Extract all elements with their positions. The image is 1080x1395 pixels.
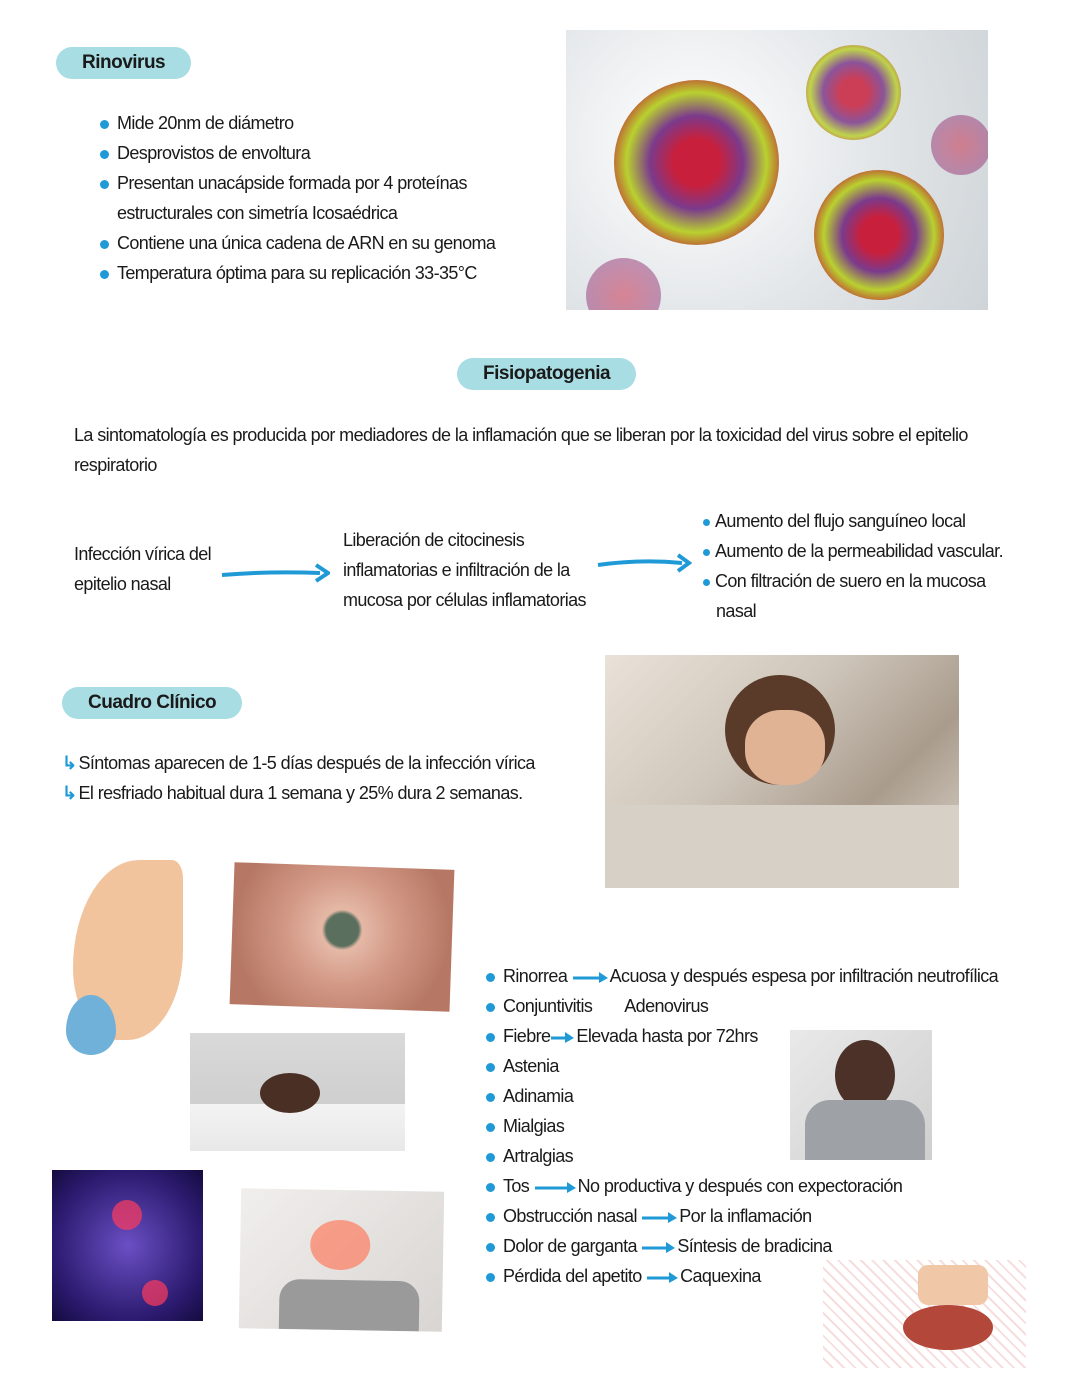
bullet-icon xyxy=(703,579,710,586)
bullet-icon xyxy=(486,1243,495,1252)
cuadro-clinico-heading: Cuadro Clínico xyxy=(62,687,242,719)
rinovirus-heading: Rinovirus xyxy=(56,47,191,79)
list-item: Mide 20nm de diámetro xyxy=(100,108,495,138)
bullet-icon xyxy=(486,1273,495,1282)
symptom-item: Adinamia xyxy=(486,1081,998,1111)
symptom-item: Artralgias xyxy=(486,1141,998,1171)
bullet-icon xyxy=(486,1093,495,1102)
symptom-item: Tos No productiva y después con expectoración xyxy=(486,1171,998,1201)
list-item: Contiene una única cadena de ARN en su genoma xyxy=(100,228,495,258)
joint-pain-image xyxy=(52,1170,203,1321)
arrow-icon xyxy=(641,1240,677,1254)
virus-image xyxy=(566,30,988,310)
note-item: ↳ Síntomas aparecen de 1-5 días después de la infección vírica xyxy=(62,753,535,773)
symptom-item: Mialgias xyxy=(486,1111,998,1141)
note-item: ↳ El resfriado habitual dura 1 semana y 25% dura 2 semanas. xyxy=(62,783,523,803)
list-item: Desprovistos de envoltura xyxy=(100,138,495,168)
bullet-icon xyxy=(100,270,109,279)
return-arrow-icon: ↳ xyxy=(62,783,77,803)
arrow-icon xyxy=(550,1030,576,1044)
nose-illustration xyxy=(58,845,188,1075)
red-eye-image xyxy=(230,862,455,1012)
arrow-icon xyxy=(641,1210,679,1224)
bullet-icon xyxy=(486,1033,495,1042)
arrow-icon xyxy=(220,562,330,584)
list-item: nasal xyxy=(716,601,757,621)
symptom-item: Rinorrea Acuosa y después espesa por infiltración neutrofílica xyxy=(486,961,998,991)
tired-woman-image xyxy=(190,1033,405,1151)
bullet-icon xyxy=(486,1153,495,1162)
bullet-icon xyxy=(486,1123,495,1132)
bullet-icon xyxy=(100,150,109,159)
bullet-icon xyxy=(486,973,495,982)
bullet-icon xyxy=(486,1213,495,1222)
list-item: Presentan unacápside formada por 4 proteínas xyxy=(100,168,495,198)
bullet-icon xyxy=(486,1003,495,1012)
rinovirus-list xyxy=(100,108,495,288)
symptom-item: Pérdida del apetito Caquexina xyxy=(486,1261,998,1291)
fisiopatogenia-intro: La sintomatología es producida por mediadores de la inflamación que se liberan por la toxicidad del virus sobre el epitelio respiratorio xyxy=(74,425,968,475)
symptom-item: Fiebre Elevada hasta por 72hrs xyxy=(486,1021,998,1051)
flow-effects xyxy=(703,506,1003,626)
arrow-icon xyxy=(572,970,610,984)
list-item: Aumento del flujo sanguíneo local xyxy=(703,506,1003,536)
arrow-icon xyxy=(596,552,692,574)
fisiopatogenia-heading: Fisiopatogenia xyxy=(457,358,636,390)
bullet-icon xyxy=(100,180,109,189)
bullet-icon xyxy=(703,549,710,556)
symptoms-list xyxy=(486,961,998,1291)
bullet-icon xyxy=(703,519,710,526)
flow-step-1: Infección vírica del epitelio nasal xyxy=(74,544,212,594)
arrow-icon xyxy=(534,1180,578,1194)
list-item: Temperatura óptima para su replicación 33-35°C xyxy=(100,258,495,288)
bullet-icon xyxy=(100,120,109,129)
bullet-icon xyxy=(486,1063,495,1072)
sore-throat-image xyxy=(239,1188,444,1332)
symptom-item: Dolor de garganta Síntesis de bradicina xyxy=(486,1231,998,1261)
return-arrow-icon: ↳ xyxy=(62,753,77,773)
symptom-item: Obstrucción nasal Por la inflamación xyxy=(486,1201,998,1231)
sick-woman-image xyxy=(605,655,959,888)
list-item: Aumento de la permeabilidad vascular. xyxy=(703,536,1003,566)
symptom-item: Conjuntivitis Adenovirus xyxy=(486,991,998,1021)
list-item: Con filtración de suero en la mucosa xyxy=(703,566,1003,596)
bullet-icon xyxy=(100,240,109,249)
flow-step-2: Liberación de citocinesis inflamatorias e infiltración de la mucosa por células inflamatorias xyxy=(343,530,586,610)
list-item: estructurales con simetría Icosaédrica xyxy=(117,203,398,223)
arrow-icon xyxy=(646,1270,680,1284)
symptom-item: Astenia xyxy=(486,1051,998,1081)
cuadro-notes xyxy=(62,748,535,808)
bullet-icon xyxy=(486,1183,495,1192)
